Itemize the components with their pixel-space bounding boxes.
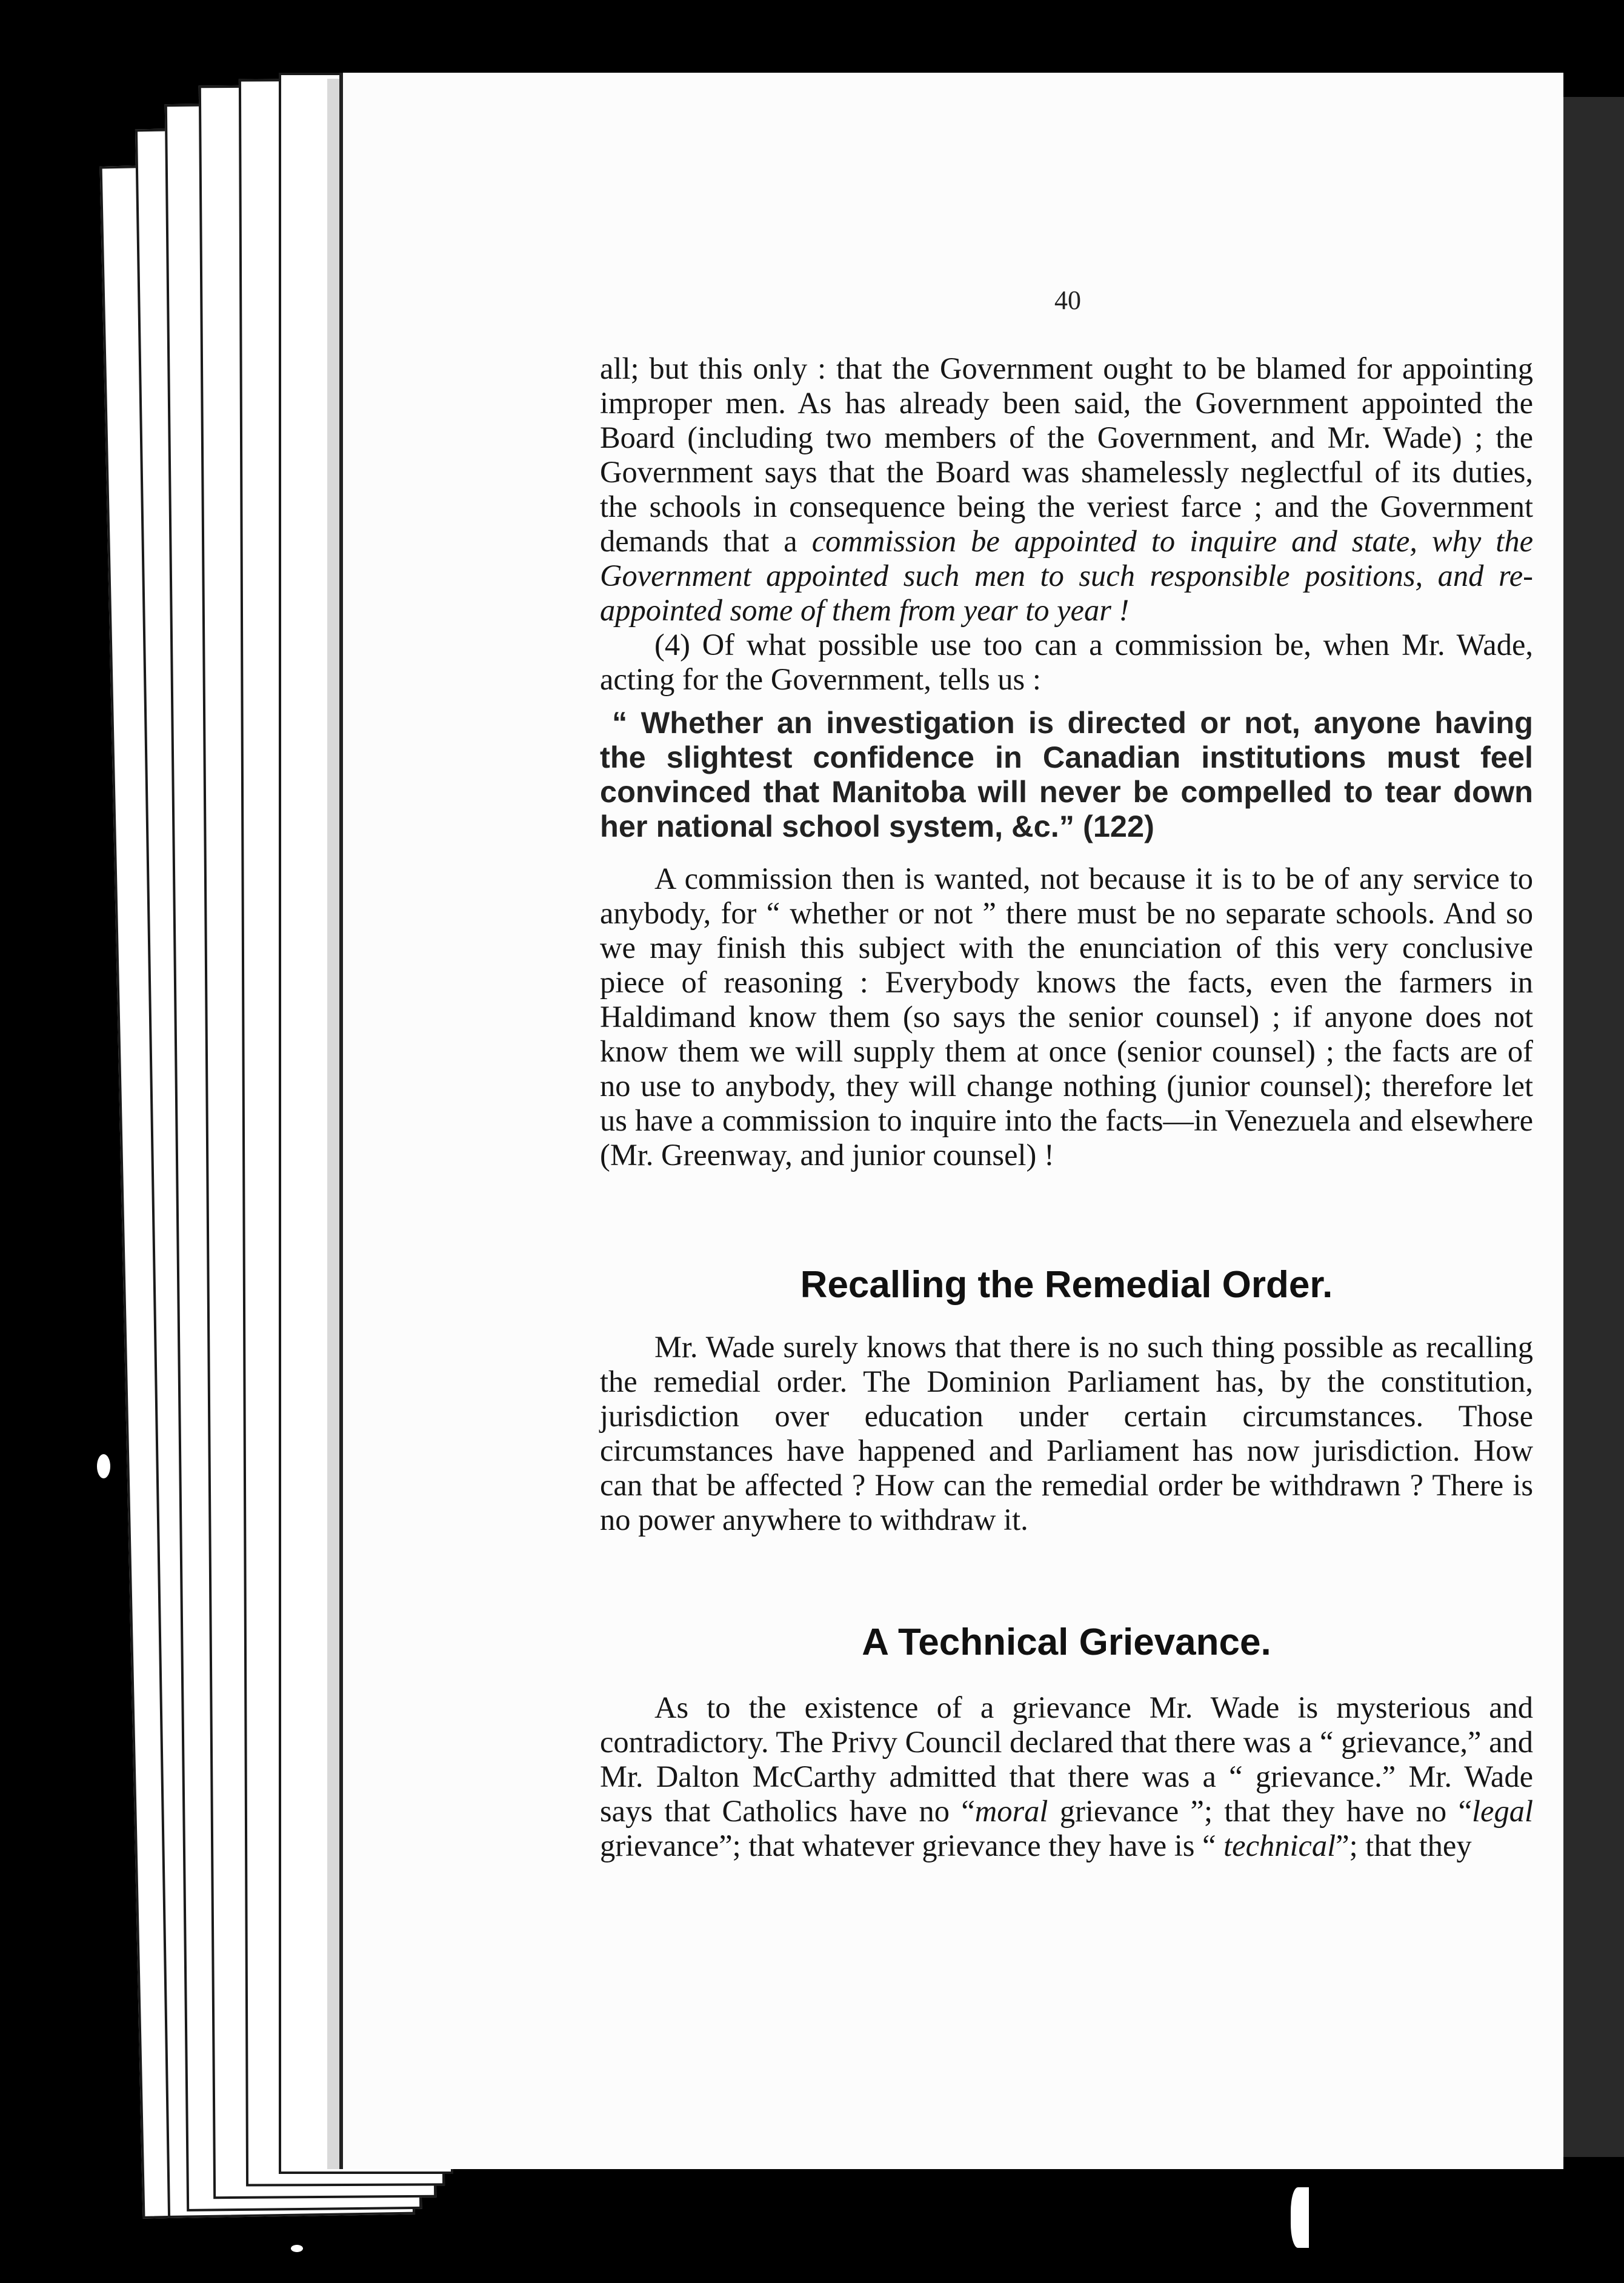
section-grievance-body [600, 1690, 1533, 1863]
paragraph-recalling: Mr. Wade surely knows that there is no such thing possible as recalling the remedial order. The Dominion Parliament has, by the constitution, jurisdiction over education under certain circumstances. Those circumstances have happened and Parliament has now jurisdiction. How can that be affected ? How can the remedial order be withdrawn ? There is no power anywhere to withdraw it. [600, 1330, 1533, 1537]
text-line: the Board was shamelessly neglectful of its duties, the schools [600, 455, 1534, 523]
paragraph-grievance [600, 1690, 1533, 1863]
text-line: in consequence being the veriest farce ; and the Government [753, 490, 1534, 523]
text-line: demands that a [600, 524, 812, 558]
paragraph-commission: A commission then is wanted, not because it is to be of any service to anybody, for “ whether or not ” there must be no separate schools. And so we may finish this subject with the enunciation of this very conclusive piece of reasoning : Everybody knows the facts, even the farmers in Haldimand know them (so says the senior counsel) ; if anyone does not know them we will supply them at once (senior counsel) ; the facts are of no use to anybody, they will change nothing (junior counsel); therefore let us have a commission to inquire into the facts—in Venezuela and elsewhere (Mr. Greenway, and junior counsel) ! [600, 862, 1533, 1172]
text-line: the Government, and Mr. Wade) ; the Government says that [600, 420, 1533, 489]
italic-moral: moral [974, 1794, 1048, 1828]
book-spine-shadow [1563, 97, 1624, 2157]
heading-technical-grievance: A Technical Grievance. [862, 1621, 1271, 1663]
page-number: 40 [1054, 285, 1081, 315]
text-run: grievance”; that whatever grievance they have is “ [600, 1829, 1224, 1863]
text-line: Government appointed the Board (including two members of [600, 386, 1533, 454]
text-run: ”; that they [1336, 1829, 1472, 1863]
quote-text: “ Whether an investigation is directed or not, anyone having the slightest confidence in Canadian institutions must feel convinced that Manitoba will never be compelled to tear down her national school system, &c.” (122) [600, 705, 1533, 843]
text-run: grievance ”; that they have no “ [1048, 1794, 1473, 1828]
text-run: As to the existence of a grievance Mr. Wade is mysterious and contradictory. The Privy Council declared that there was a “ grievance,” and Mr. Dalton McCarthy admitted that there was a “ grievance.” Mr. Wade says that Catholics have no “ [600, 1690, 1533, 1828]
text-line: all; but this only : that the Government ought to be blamed for [600, 351, 1393, 385]
italic-technical: technical [1223, 1829, 1336, 1863]
italic-demand: commission be appointed to inquire and state, why the Government appointed such men to such responsible positions, and re-appointed some of them from year to year ! [600, 524, 1533, 627]
text-line: appointing improper men. As has already been said, the [600, 351, 1534, 420]
italic-legal: legal [1472, 1794, 1533, 1828]
paragraph-continued [600, 351, 1533, 628]
blockquote-wade [600, 705, 1533, 843]
opening-text-block [600, 351, 1533, 1172]
section-recalling-body [600, 1330, 1533, 1537]
paragraph-4: (4) Of what possible use too can a commission be, when Mr. Wade, acting for the Government, tells us : [600, 628, 1533, 696]
heading-recalling-remedial-order: Recalling the Remedial Order. [800, 1264, 1333, 1306]
